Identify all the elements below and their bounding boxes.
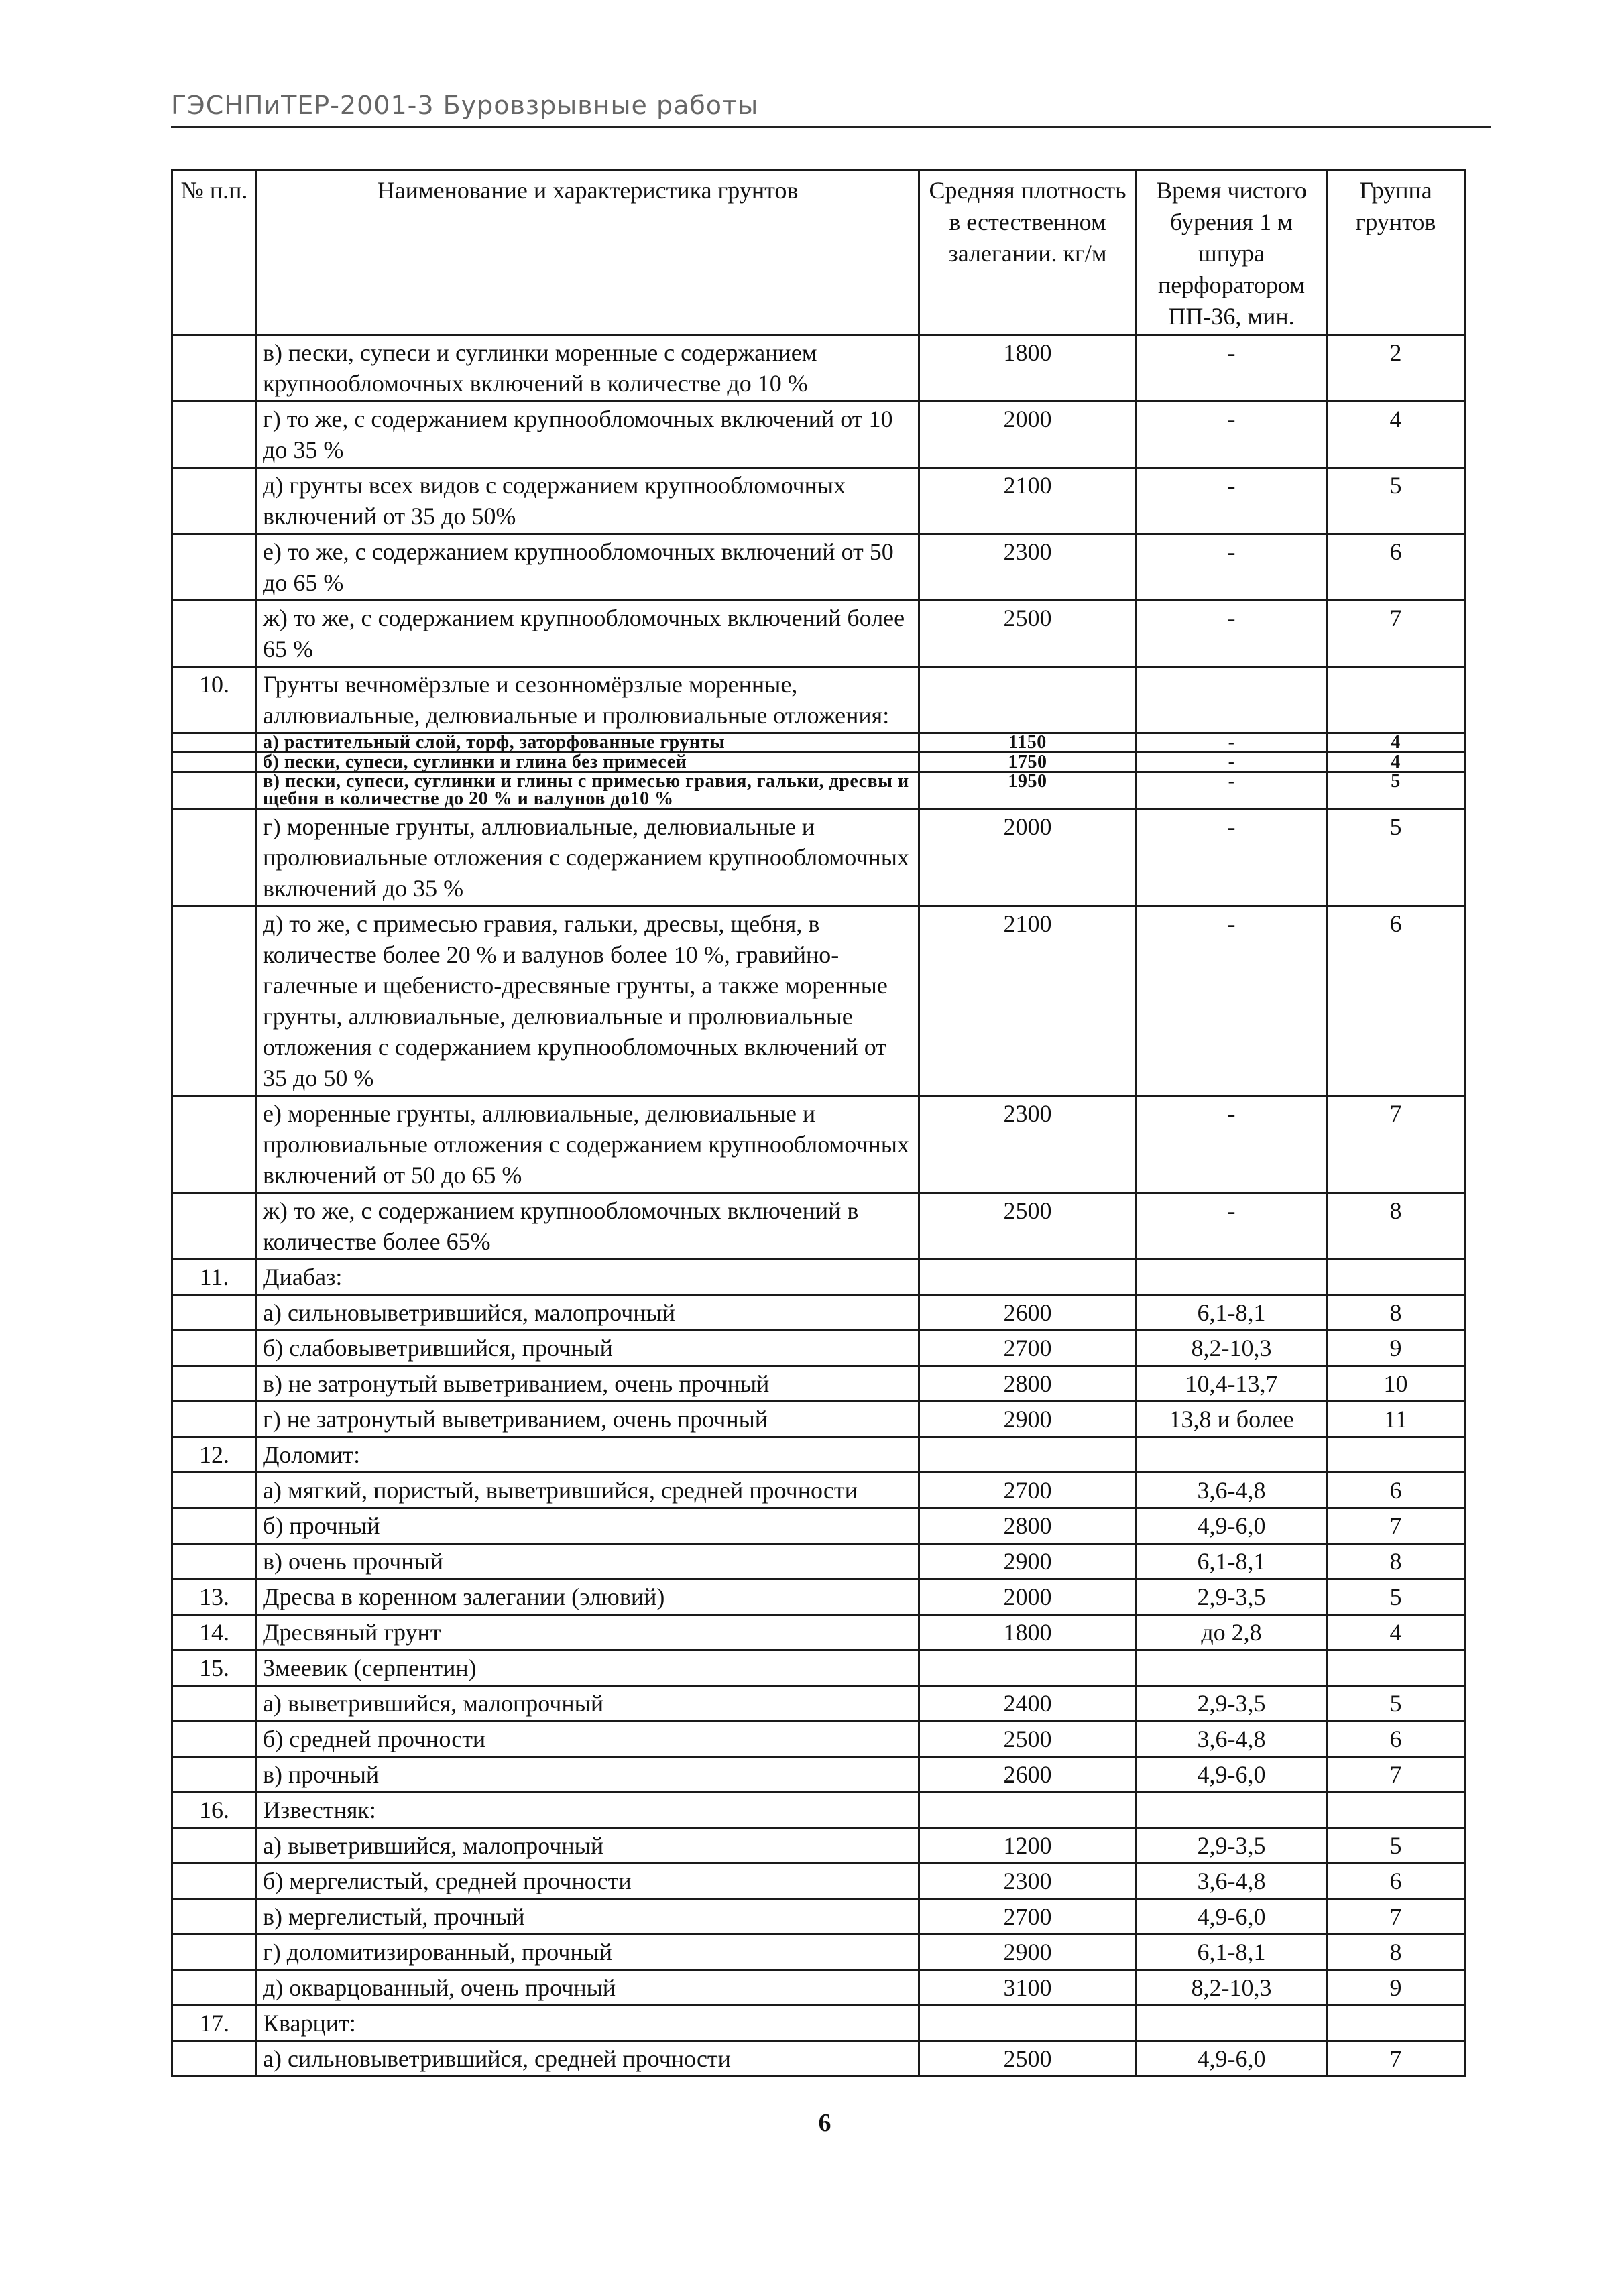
cell-name: а) выветрившийся, малопрочный: [257, 1828, 919, 1864]
cell-name: г) моренные грунты, аллювиальные, делювиальные и пролювиальные отложения с содержанием крупнообломочных включений до 35 %: [257, 809, 919, 906]
cell-name: а) сильновыветрившийся, малопрочный: [257, 1295, 919, 1331]
cell-name: а) сильновыветрившийся, средней прочности: [257, 2041, 919, 2077]
table-row: [172, 667, 1465, 733]
cell-time: [1137, 667, 1327, 733]
cell-num: [172, 1366, 257, 1402]
cell-name: Дресва в коренном залегании (элювий): [257, 1579, 919, 1615]
cell-name: ж) то же, с содержанием крупнообломочных включений в количестве более 65%: [257, 1193, 919, 1260]
cell-num: [172, 1721, 257, 1757]
cell-group: [1327, 1260, 1465, 1295]
cell-density: 2800: [919, 1366, 1137, 1402]
cell-time: 2,9-3,5: [1137, 1579, 1327, 1615]
table-row: [172, 2006, 1465, 2041]
cell-num: [172, 906, 257, 1096]
cell-num: 10.: [172, 667, 257, 733]
cell-group: 5: [1327, 772, 1465, 809]
cell-num: [172, 534, 257, 601]
cell-num: [172, 1096, 257, 1193]
table-row: [172, 1899, 1465, 1935]
cell-density: 2500: [919, 1721, 1137, 1757]
cell-time: 3,6-4,8: [1137, 1864, 1327, 1899]
cell-group: [1327, 667, 1465, 733]
cell-density: 2600: [919, 1295, 1137, 1331]
header-group: Группа грунтов: [1327, 170, 1465, 335]
cell-num: [172, 601, 257, 667]
cell-group: 4: [1327, 402, 1465, 468]
cell-time: 4,9-6,0: [1137, 2041, 1327, 2077]
table-row: [172, 1970, 1465, 2006]
cell-group: 7: [1327, 2041, 1465, 2077]
cell-num: [172, 1402, 257, 1437]
cell-group: [1327, 2006, 1465, 2041]
cell-time: -: [1137, 809, 1327, 906]
cell-name: в) пески, супеси и суглинки моренные с содержанием крупнообломочных включений в количестве до 10 %: [257, 335, 919, 402]
cell-num: [172, 1295, 257, 1331]
cell-num: [172, 1757, 257, 1793]
header-rule: [171, 126, 1491, 128]
cell-group: 11: [1327, 1402, 1465, 1437]
cell-num: [172, 733, 257, 753]
cell-num: [172, 1899, 257, 1935]
cell-time: -: [1137, 772, 1327, 809]
table-row: [172, 1096, 1465, 1193]
cell-num: [172, 1935, 257, 1970]
cell-time: 3,6-4,8: [1137, 1473, 1327, 1508]
cell-group: 5: [1327, 1828, 1465, 1864]
cell-num: [172, 1473, 257, 1508]
table-row: [172, 1650, 1465, 1686]
cell-time: 4,9-6,0: [1137, 1899, 1327, 1935]
table-row: [172, 1793, 1465, 1828]
cell-num: 12.: [172, 1437, 257, 1473]
table-row: [172, 1402, 1465, 1437]
cell-density: 2800: [919, 1508, 1137, 1544]
table-row: [172, 1437, 1465, 1473]
table-row: [172, 1544, 1465, 1579]
cell-time: 8,2-10,3: [1137, 1331, 1327, 1366]
cell-density: 3100: [919, 1970, 1137, 2006]
cell-time: 13,8 и более: [1137, 1402, 1327, 1437]
cell-time: -: [1137, 402, 1327, 468]
cell-num: [172, 468, 257, 534]
cell-density: 1800: [919, 1615, 1137, 1650]
cell-num: 17.: [172, 2006, 257, 2041]
cell-time: 4,9-6,0: [1137, 1757, 1327, 1793]
cell-num: [172, 1544, 257, 1579]
cell-num: [172, 1193, 257, 1260]
cell-name: б) средней прочности: [257, 1721, 919, 1757]
cell-num: [172, 1331, 257, 1366]
cell-num: 14.: [172, 1615, 257, 1650]
cell-name: д) грунты всех видов с содержанием крупнообломочных включений от 35 до 50%: [257, 468, 919, 534]
cell-density: 2300: [919, 1864, 1137, 1899]
cell-time: 6,1-8,1: [1137, 1295, 1327, 1331]
cell-name: е) то же, с содержанием крупнообломочных включений от 50 до 65 %: [257, 534, 919, 601]
table-row: [172, 772, 1465, 809]
table-row: [172, 1260, 1465, 1295]
cell-group: 8: [1327, 1544, 1465, 1579]
cell-time: -: [1137, 601, 1327, 667]
cell-density: 2300: [919, 1096, 1137, 1193]
cell-num: [172, 2041, 257, 2077]
cell-density: 1800: [919, 335, 1137, 402]
cell-name: в) очень прочный: [257, 1544, 919, 1579]
cell-group: 6: [1327, 534, 1465, 601]
cell-time: до 2,8: [1137, 1615, 1327, 1650]
cell-density: 2500: [919, 2041, 1137, 2077]
cell-group: 5: [1327, 468, 1465, 534]
cell-name: в) прочный: [257, 1757, 919, 1793]
cell-group: 7: [1327, 601, 1465, 667]
cell-density: 2000: [919, 402, 1137, 468]
cell-name: б) пески, супеси, суглинки и глина без примесей: [257, 753, 919, 772]
cell-group: 8: [1327, 1295, 1465, 1331]
cell-name: г) не затронутый выветриванием, очень прочный: [257, 1402, 919, 1437]
cell-density: 1150: [919, 733, 1137, 753]
cell-num: [172, 1828, 257, 1864]
cell-density: [919, 1793, 1137, 1828]
cell-group: [1327, 1650, 1465, 1686]
cell-density: 1200: [919, 1828, 1137, 1864]
cell-name: г) доломитизированный, прочный: [257, 1935, 919, 1970]
cell-name: в) мергелистый, прочный: [257, 1899, 919, 1935]
cell-group: 4: [1327, 733, 1465, 753]
cell-group: 2: [1327, 335, 1465, 402]
table-header-row: [172, 170, 1465, 335]
cell-density: 2500: [919, 601, 1137, 667]
cell-time: -: [1137, 1193, 1327, 1260]
cell-density: [919, 667, 1137, 733]
header-density: Средняя плотность в естественном залегании. кг/м: [919, 170, 1137, 335]
cell-num: [172, 402, 257, 468]
cell-name: а) выветрившийся, малопрочный: [257, 1686, 919, 1721]
cell-group: [1327, 1793, 1465, 1828]
cell-name: д) то же, с примесью гравия, гальки, дресвы, щебня, в количестве более 20 % и валунов более 10 %, гравийно-галечные и щебенисто-дресвяные грунты, а также моренные грунты, аллювиальные, делювиальные и пролювиальные отложения с содержанием крупнообломочных включений от 35 до 50 %: [257, 906, 919, 1096]
cell-name: д) окварцованный, очень прочный: [257, 1970, 919, 2006]
cell-time: -: [1137, 733, 1327, 753]
cell-group: 8: [1327, 1193, 1465, 1260]
cell-group: 8: [1327, 1935, 1465, 1970]
table-row: [172, 1295, 1465, 1331]
table-row: [172, 1757, 1465, 1793]
cell-density: 1750: [919, 753, 1137, 772]
table-row: [172, 468, 1465, 534]
cell-group: 9: [1327, 1331, 1465, 1366]
cell-num: [172, 1686, 257, 1721]
cell-group: 7: [1327, 1899, 1465, 1935]
table-row: [172, 753, 1465, 772]
cell-density: 2000: [919, 1579, 1137, 1615]
header-name: Наименование и характеристика грунтов: [257, 170, 919, 335]
cell-group: 7: [1327, 1508, 1465, 1544]
table-row: [172, 1864, 1465, 1899]
cell-group: 7: [1327, 1096, 1465, 1193]
cell-density: 2900: [919, 1402, 1137, 1437]
cell-name: Диабаз:: [257, 1260, 919, 1295]
header-time: Время чистого бурения 1 м шпура перфоратором ПП-36, мин.: [1137, 170, 1327, 335]
cell-group: 6: [1327, 1721, 1465, 1757]
cell-name: в) пески, супеси, суглинки и глины с примесью гравия, гальки, дресвы и щебня в количестве до 20 % и валунов до10 %: [257, 772, 919, 809]
cell-density: 2900: [919, 1544, 1137, 1579]
table-row: [172, 1366, 1465, 1402]
cell-time: 2,9-3,5: [1137, 1686, 1327, 1721]
cell-num: [172, 1864, 257, 1899]
cell-name: б) слабовыветрившийся, прочный: [257, 1331, 919, 1366]
cell-num: [172, 809, 257, 906]
table-row: [172, 2041, 1465, 2077]
table-row: [172, 906, 1465, 1096]
table-row: [172, 1193, 1465, 1260]
cell-time: 8,2-10,3: [1137, 1970, 1327, 2006]
table-row: [172, 1935, 1465, 1970]
cell-density: 2900: [919, 1935, 1137, 1970]
cell-name: Грунты вечномёрзлые и сезонномёрзлые моренные, аллювиальные, делювиальные и пролювиальные отложения:: [257, 667, 919, 733]
cell-time: [1137, 1650, 1327, 1686]
cell-group: [1327, 1437, 1465, 1473]
cell-group: 4: [1327, 1615, 1465, 1650]
cell-time: 2,9-3,5: [1137, 1828, 1327, 1864]
cell-density: 2700: [919, 1331, 1137, 1366]
cell-time: 3,6-4,8: [1137, 1721, 1327, 1757]
cell-group: 4: [1327, 753, 1465, 772]
cell-time: -: [1137, 1096, 1327, 1193]
cell-num: [172, 335, 257, 402]
table-row: [172, 809, 1465, 906]
cell-density: 2700: [919, 1473, 1137, 1508]
cell-time: -: [1137, 753, 1327, 772]
soil-table: [171, 169, 1466, 2077]
cell-density: 2300: [919, 534, 1137, 601]
cell-num: 15.: [172, 1650, 257, 1686]
cell-group: 5: [1327, 809, 1465, 906]
cell-group: 10: [1327, 1366, 1465, 1402]
cell-name: Доломит:: [257, 1437, 919, 1473]
cell-density: 2000: [919, 809, 1137, 906]
cell-group: 9: [1327, 1970, 1465, 2006]
table-body: [172, 335, 1465, 2077]
cell-name: Кварцит:: [257, 2006, 919, 2041]
cell-time: -: [1137, 534, 1327, 601]
cell-name: е) моренные грунты, аллювиальные, делювиальные и пролювиальные отложения с содержанием крупнообломочных включений от 50 до 65 %: [257, 1096, 919, 1193]
cell-time: 10,4-13,7: [1137, 1366, 1327, 1402]
cell-group: 6: [1327, 906, 1465, 1096]
cell-time: -: [1137, 335, 1327, 402]
cell-time: [1137, 1437, 1327, 1473]
cell-density: 2100: [919, 468, 1137, 534]
table-row: [172, 1828, 1465, 1864]
cell-group: 7: [1327, 1757, 1465, 1793]
cell-num: 11.: [172, 1260, 257, 1295]
cell-time: -: [1137, 468, 1327, 534]
cell-time: [1137, 2006, 1327, 2041]
table-row: [172, 1721, 1465, 1757]
page-number: 6: [818, 2109, 831, 2137]
table-row: [172, 1579, 1465, 1615]
cell-num: 16.: [172, 1793, 257, 1828]
cell-name: в) не затронутый выветриванием, очень прочный: [257, 1366, 919, 1402]
cell-num: [172, 753, 257, 772]
cell-name: Дресвяный грунт: [257, 1615, 919, 1650]
cell-density: 2700: [919, 1899, 1137, 1935]
cell-density: [919, 1437, 1137, 1473]
cell-name: а) мягкий, пористый, выветрившийся, средней прочности: [257, 1473, 919, 1508]
cell-name: а) растительный слой, торф, заторфованные грунты: [257, 733, 919, 753]
cell-time: 6,1-8,1: [1137, 1935, 1327, 1970]
cell-num: 13.: [172, 1579, 257, 1615]
cell-name: б) мергелистый, средней прочности: [257, 1864, 919, 1899]
table-row: [172, 601, 1465, 667]
cell-name: б) прочный: [257, 1508, 919, 1544]
running-header: ГЭСНПиТЕР-2001-3 Буровзрывные работы: [171, 90, 759, 120]
cell-time: 6,1-8,1: [1137, 1544, 1327, 1579]
cell-time: 4,9-6,0: [1137, 1508, 1327, 1544]
table-row: [172, 402, 1465, 468]
table-row: [172, 733, 1465, 753]
cell-time: [1137, 1260, 1327, 1295]
cell-density: [919, 1260, 1137, 1295]
cell-density: 2600: [919, 1757, 1137, 1793]
cell-group: 5: [1327, 1579, 1465, 1615]
table-row: [172, 534, 1465, 601]
table-row: [172, 1686, 1465, 1721]
cell-time: [1137, 1793, 1327, 1828]
cell-group: 6: [1327, 1473, 1465, 1508]
cell-density: 1950: [919, 772, 1137, 809]
cell-name: ж) то же, с содержанием крупнообломочных включений более 65 %: [257, 601, 919, 667]
cell-density: 2500: [919, 1193, 1137, 1260]
cell-num: [172, 1508, 257, 1544]
header-num: № п.п.: [172, 170, 257, 335]
cell-name: Змеевик (серпентин): [257, 1650, 919, 1686]
cell-group: 5: [1327, 1686, 1465, 1721]
cell-time: -: [1137, 906, 1327, 1096]
cell-num: [172, 772, 257, 809]
table-row: [172, 1615, 1465, 1650]
table-row: [172, 335, 1465, 402]
cell-density: 2100: [919, 906, 1137, 1096]
cell-name: г) то же, с содержанием крупнообломочных включений от 10 до 35 %: [257, 402, 919, 468]
cell-num: [172, 1970, 257, 2006]
cell-name: Известняк:: [257, 1793, 919, 1828]
cell-density: [919, 2006, 1137, 2041]
cell-group: 6: [1327, 1864, 1465, 1899]
table-row: [172, 1473, 1465, 1508]
table-row: [172, 1508, 1465, 1544]
cell-density: 2400: [919, 1686, 1137, 1721]
table-row: [172, 1331, 1465, 1366]
cell-density: [919, 1650, 1137, 1686]
